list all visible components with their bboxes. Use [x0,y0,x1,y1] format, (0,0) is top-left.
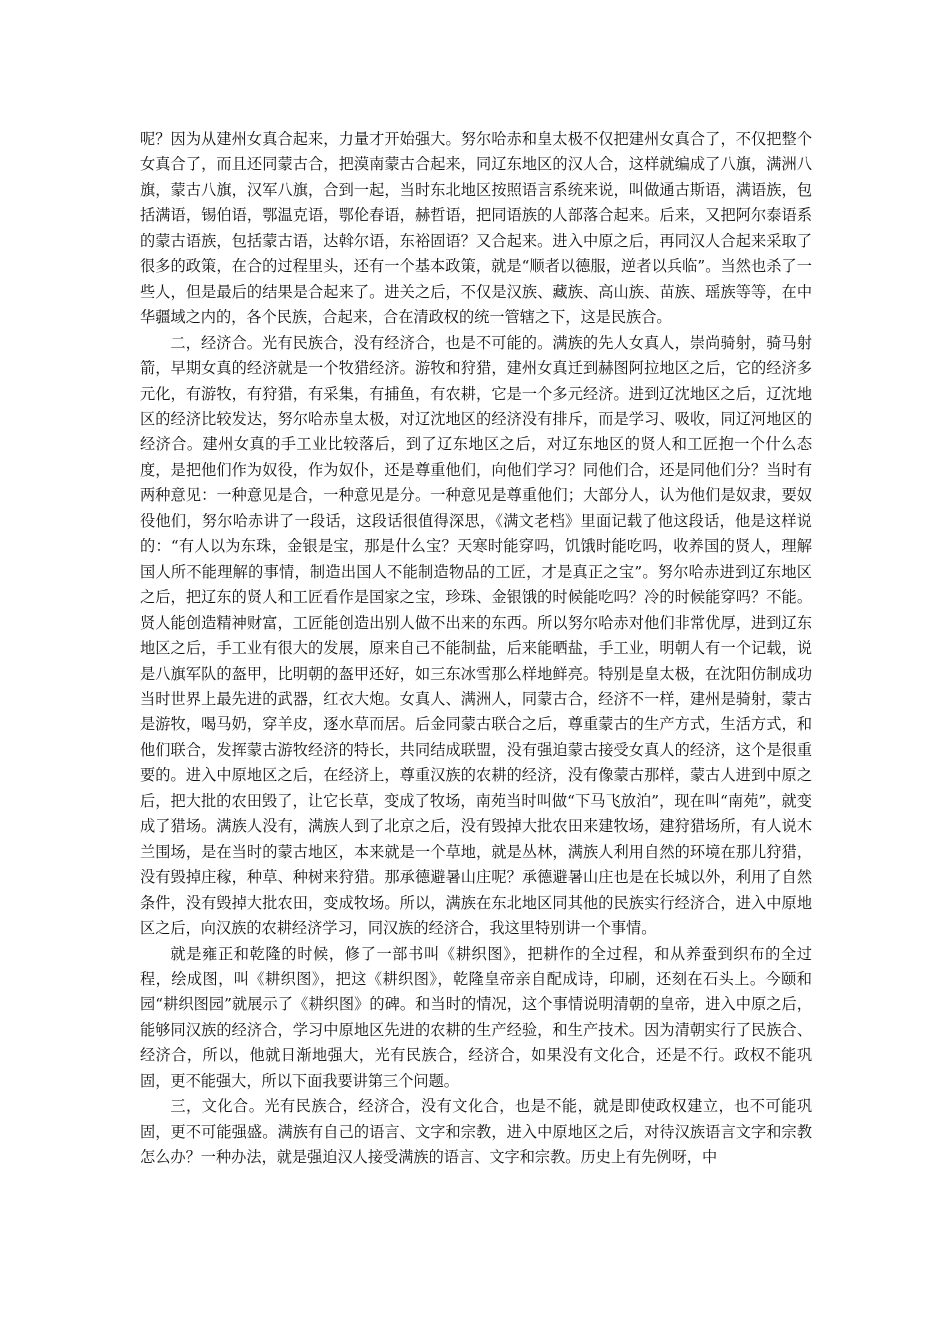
paragraph-economic-union: 二，经济合。光有民族合，没有经济合，也是不可能的。满族的先人女真人，崇尚骑射，骑马射箭，早期女真的经济就是一个牧猎经济。游牧和狩猎，建州女真迁到赫图阿拉地区之后，它的经济多元化，有游牧，有狩猎，有采集，有捕鱼，有农耕，它是一个多元经济。进到辽沈地区之后，辽沈地区的经济比较发达，努尔哈赤皇太极，对辽沈地区的经济没有排斥，而是学习、吸收，同辽河地区的经济合。建州女真的手工业比较落后，到了辽东地区之后，对辽东地区的贤人和工匠抱一个什么态度，是把他们作为奴役，作为奴仆，还是尊重他们，向他们学习？同他们合，还是同他们分？当时有两种意见：一种意见是合，一种意见是分。一种意见是尊重他们；大部分人，认为他们是奴隶，要奴役他们，努尔哈赤讲了一段话，这段话很值得深思，《满文老档》里面记载了他这段话，他是这样说的：“有人以为东珠，金银是宝，那是什么宝？天寒时能穿吗，饥饿时能吃吗，收养国的贤人，理解国人所不能理解的事情，制造出国人不能制造物品的工匠，才是真正之宝”。努尔哈赤进到辽东地区之后，把辽东的贤人和工匠看作是国家之宝，珍珠、金银饿的时候能吃吗？冷的时候能穿吗？不能。贤人能创造精神财富，工匠能创造出别人做不出来的东西。所以努尔哈赤对他们非常优厚，进到辽东地区之后，手工业有很大的发展，原来自己不能制盐，后来能晒盐，手工业，明朝人有一个记载，说是八旗军队的盔甲，比明朝的盔甲还好，如三东冰雪那么样地鲜亮。特别是皇太极，在沈阳仿制成功当时世界上最先进的武器，红衣大炮。女真人、满洲人，同蒙古合，经济不一样，建州是骑射，蒙古是游牧，喝马奶，穿羊皮，逐水草而居。后金同蒙古联合之后，尊重蒙古的生产方式，生活方式，和他们联合，发挥蒙古游牧经济的特长，共同结成联盟，没有强迫蒙古接受女真人的经济，这个是很重要的。进入中原地区之后，在经济上，尊重汉族的农耕的经济，没有像蒙古那样，蒙古人进到中原之后，把大批的农田毁了，让它长草，变成了牧场，南苑当时叫做“下马飞放泊”，现在叫“南苑”，就变成了猎场。满族人没有，满族人到了北京之后，没有毁掉大批农田来建牧场，建狩猎场所，有人说木兰围场，是在当时的蒙古地区，本来就是一个草地，就是丛林，满族人利用自然的环境在那儿狩猎，没有毁掉庄稼，种草、种树来狩猎。那承德避暑山庄呢？承德避暑山庄也是在长城以外，利用了自然条件，没有毁掉大批农田，变成牧场。所以，满族在东北地区同其他的民族实行经济合，进入中原地区之后，向汉族的农耕经济学习，同汉族的经济合，我这里特别讲一个事情。 [140,333,812,938]
paragraph-gengzhitu: 就是雍正和乾隆的时候，修了一部书叫《耕织图》，把耕作的全过程，和从养蚕到织布的全过程，绘成图，叫《耕织图》，把这《耕织图》，乾隆皇帝亲自配成诗，印刷，还刻在石头上。今颐和园“耕织图园”就展示了《耕织图》的碑。和当时的情况，这个事情说明清朝的皇帝，进入中原之后，能够同汉族的经济合，学习中原地区先进的农耕的生产经验，和生产技术。因为清朝实行了民族合、经济合，所以，他就日渐地强大，光有民族合，经济合，如果没有文化合，还是不行。政权不能巩固，更不能强大，所以下面我要讲第三个问题。 [140,944,812,1090]
paragraph-cultural-union: 三，文化合。光有民族合，经济合，没有文化合，也是不能，就是即使政权建立，也不可能巩固，更不可能强盛。满族有自己的语言、文字和宗教，进入中原地区之后，对待汉族语言文字和宗教怎么办？一种办法，就是强迫汉人接受满族的语言、文字和宗教。历史上有先例呀，中 [140,1097,812,1167]
document-body [140,127,812,1171]
paragraph-continuation: 呢？因为从建州女真合起来，力量才开始强大。努尔哈赤和皇太极不仅把建州女真合了，不仅把整个女真合了，而且还同蒙古合，把漠南蒙古合起来，同辽东地区的汉人合，这样就编成了八旗，满洲八旗，蒙古八旗，汉军八旗，合到一起，当时东北地区按照语言系统来说，叫做通古斯语，满语族，包括满语，锡伯语，鄂温克语，鄂伦春语，赫哲语，把同语族的人部落合起来。后来，又把阿尔泰语系的蒙古语族，包括蒙古语，达斡尔语，东裕固语？又合起来。进入中原之后，再同汉人合起来采取了很多的政策，在合的过程里头，还有一个基本政策，就是“顺者以德服，逆者以兵临”。当然也杀了一些人，但是最后的结果是合起来了。进关之后，不仅是汉族、藏族、高山族、苗族、瑶族等等，在中华疆域之内的，各个民族，合起来，合在清政权的统一管辖之下，这是民族合。 [140,130,812,327]
